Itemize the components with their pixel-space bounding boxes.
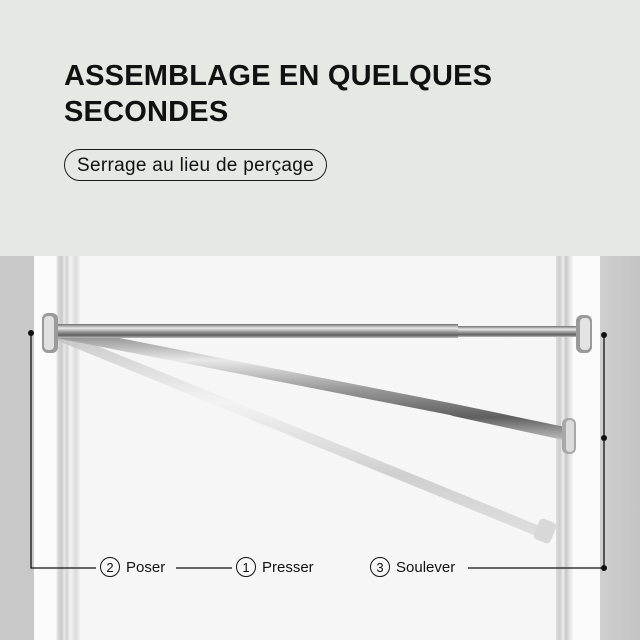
step-number-badge: 1 [236,557,256,577]
callout-lines [31,333,604,568]
step-label: Presser [262,558,314,576]
rod-position-press [56,326,576,454]
page-title: ASSEMBLAGE EN QUELQUES SECONDES [64,60,493,128]
rod-position-lift [56,330,557,545]
step-number-badge: 2 [100,557,120,577]
callout-dots [28,330,607,571]
step-label: Poser [126,558,166,576]
step-label: Soulever [396,558,456,576]
subtitle-pill: Serrage au lieu de perçage [64,149,327,181]
step-number-badge: 3 [370,557,390,577]
